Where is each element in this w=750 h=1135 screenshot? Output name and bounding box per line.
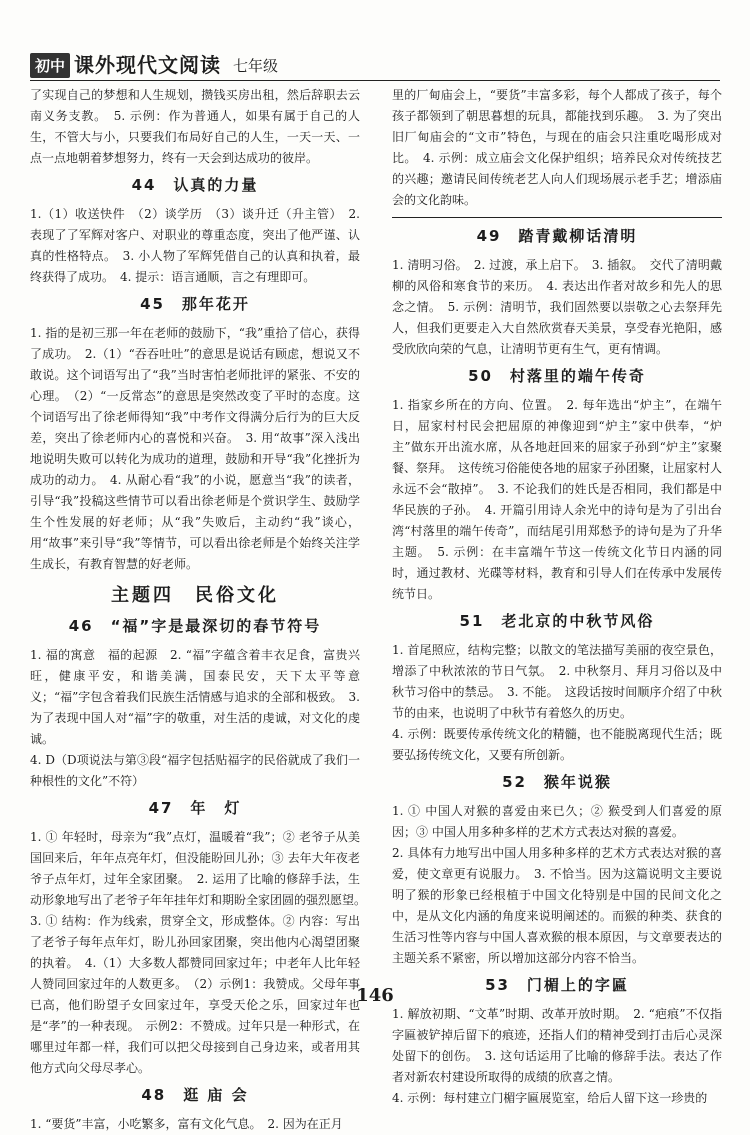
section-title-48: 48 逛 庙 会 [141, 1086, 249, 1104]
carryover-text: 里的厂甸庙会上，“要货”丰富多彩，每个人都成了孩子，每个孩子都领到了朝思暮想的玩具，都能找到乐趣。 3. 为了突出旧厂甸庙会的“文市”特色，与现在的庙会只注重吃喝形成对比。 4. 示例：成立庙会文化保护组织；培养民众对传统技艺的兴趣；邀请民间传统老艺人向人们现场展示老手艺；增添庙会的文化韵味。 [392, 88, 722, 207]
section-title-46: 46 “福”字是最深切的春节符号 [68, 617, 322, 635]
section-title-47: 47 年 灯 [148, 799, 242, 817]
answer-paragraph: 4. 示例：既要传承传统文化的精髓，也不能脱离现代生活；既要弘扬传统文化，又要有所创新。 [392, 727, 722, 762]
theme-heading: 主题四 民俗文化 [111, 585, 279, 606]
page-number: 146 [356, 985, 394, 1006]
right-column [392, 85, 723, 1105]
series-badge: 初中 [30, 53, 70, 78]
answer-paragraph: 1. 解放初期、“文革”时期、改革开放时期。 2. “疤痕”不仅指字匾被铲掉后留下的痕迹，还指人们的精神受到打击后心灵深处留下的创伤。 3. 这句话运用了比喻的修辞手法。表达了作者对新农村建设所取得的成绩的欣喜之情。 [392, 1007, 722, 1084]
section-title-45: 45 那年花开 [140, 295, 250, 313]
section-title-50: 50 村落里的端午传奇 [468, 367, 646, 385]
page-header [30, 38, 720, 78]
answer-paragraph: 1. 指家乡所在的方向、位置。 2. 每年选出“炉主”，在端午日，屈家村村民会把屈原的神像迎到“炉主”家中供奉，“炉主”做东开出流水席，从各地赶回来的屈家子孙到“炉主”家聚餐、祭拜。 这传统习俗能使各地的屈家子孙团聚，让屈家村人永远不会“散掉”。 3. 不论我们的姓氏是否相同，我们都是中华民族的子孙。 4. 开篇引用诗人余光中的诗句是为了引出台湾“村落里的端午传奇”，而结尾引用郑愁予的诗句是为了升华主题。 5. 示例：在丰富端午节这一传统文化节日内涵的同时，通过教材、光碟等材料，教育和引导人们在传承中发展传统节日。 [392, 398, 723, 601]
book-title: 课外现代文阅读 [74, 53, 222, 77]
answer-paragraph: 1. “要货”丰富，小吃繁多，富有文化气息。 2. 因为在正月 [30, 1117, 343, 1131]
answer-paragraph: 1. 首尾照应，结构完整；以散文的笔法描写美丽的夜空景色，增添了中秋浓浓的节日气氛。 2. 中秋祭月、拜月习俗以及中秋节习俗中的禁忌。 3. 不能。 这段话按时间顺序介绍了中秋节的由来，也说明了中秋节有着悠久的历史。 [392, 643, 722, 720]
section-title-49: 49 踏青戴柳话清明 [392, 217, 722, 247]
header-divider [30, 80, 720, 81]
answer-paragraph: 1.（1）收送快件 （2）谈学历 （3）谈升迁（升主管） 2. 表现了了军辉对客户、对职业的尊重态度，突出了他严谨、认真的性格特点。 3. 小人物了军辉凭借自己的认真和执着，最终获得了成功。 4. 提示：语言通顺，言之有理即可。 [30, 207, 360, 284]
answer-paragraph: 1. ① 年轻时，母亲为“我”点灯，温暖着“我”；② 老爷子从美国回来后，年年点亮年灯，但没能盼回儿孙；③ 去年大年夜老爷子点年灯，过年全家团聚。 2. 运用了比喻的修辞手法，生动形象地写出了老爷子年年挂年灯和期盼全家团圆的强烈愿望。 3. ① 结构：作为线索，贯穿全文，形成整体。② 内容：写出了老爷子每年点年灯，盼儿孙回家团聚，突出他内心渴望团聚的执着。 4.（1）大多数人都赞同回家过年；中老年人比年轻人赞同回家过年的人数更多。 （2）示例1：我赞成。父母年事已高，他们盼望子女回家过年，享受天伦之乐，回家过年也是“孝”的一种表现。 示例2：不赞成。过年只是一种形式，在哪里过年都一样，我们可以把父母接到自己身边来，或者用其他方式向父母尽孝心。 [30, 830, 373, 1075]
section-title-51: 51 老北京的中秋节风俗 [459, 612, 655, 630]
answer-paragraph: 1. ① 中国人对猴的喜爱由来已久；② 猴受到人们喜爱的原因；③ 中国人用多种多样的艺术方式表达对猴的喜爱。 [392, 804, 722, 839]
answer-paragraph: 2. 具体有力地写出中国人用多种多样的艺术方式表达对猴的喜爱，使文章更有说服力。 3. 不恰当。因为这篇说明文主要说明了猴的形象已经根植于中国文化特别是中国的民间文化之中，是从文化内涵的角度来说明阐述的。而猴的种类、获食的生活习性等内容与中国人喜欢猴的根本原因，与文章要表达的主题关系不紧密，所以增加这部分内容不恰当。 [392, 846, 722, 965]
left-column [30, 85, 373, 1131]
section-title-44: 44 认真的力量 [131, 176, 259, 194]
answer-paragraph: 1. 清明习俗。 2. 过渡，承上启下。 3. 插叙。 交代了清明戴柳的风俗和寒食节的来历。 4. 表达出作者对故乡和先人的思念之情。 5. 示例：清明节，我们固然要以崇敬之心去祭拜先人，但我们更要走入大自然欣赏春天美景，享受春光艳阳，感受欣欣向荣的气息，让清明节更有生气，更有情调。 [392, 258, 722, 356]
answer-paragraph: 4. D（D项说法与第③段“福字包括贴福字的民俗就成了我们一种根性的文化”不符） [30, 753, 360, 788]
section-title-52: 52 猴年说猴 [502, 773, 612, 791]
answer-paragraph: 1. 福的寓意 福的起源 2. “福”字蕴含着丰衣足食，富贵兴旺，健康平安，和谐美满，国泰民安，天下太平等意义；“福”字包含着我们民族生活情感与追求的全部和极致。 3. 为了表现中国人对“福”字的敬重，对生活的虔诚，对文化的虔诚。 [30, 648, 360, 746]
section-title-53: 53 门楣上的字匾 [485, 976, 629, 994]
answer-paragraph: 4. 示例：每村建立门楣字匾展览室，给后人留下这一珍贵的 [392, 1091, 708, 1105]
answer-paragraph: 1. 指的是初三那一年在老师的鼓励下，“我”重拾了信心，获得了成功。 2.（1）“吞吞吐吐”的意思是说话有顾虑，想说又不敢说。这个词语写出了“我”当时害怕老师批评的紧张、不安的心理。 （2）“一反常态”的意思是突然改变了平时的态度。这个词语写出了徐老师得知“我”中考作文得满分后行为的巨大反差，突出了徐老师内心的喜悦和兴奋。 3. 用“故事”深入浅出地说明失败可以转化为成功的道理，鼓励和开导“我”化挫折为成功的动力。 4. 从耐心看“我”的小说，愿意当“我”的读者，引导“我”投稿这些情节可以看出徐老师是个赏识学生、鼓励学生个性发展的好老师；从“我”失败后，主动约“我”谈心，用“故事”来引导“我”等情节，可以看出徐老师是个始终关注学生成长，有教育智慧的好老师。 [30, 326, 360, 571]
carryover-text: 了实现自己的梦想和人生规划，攒钱买房出租，然后辞职去云南义务支教。 5. 示例：作为普通人，如果有属于自己的人生，不管大与小，只要我们布局好自己的人生，一天一天、一点一点地朝着梦想努力，终有一天会到达成功的彼岸。 [30, 88, 360, 165]
grade-label: 七年级 [233, 57, 279, 75]
